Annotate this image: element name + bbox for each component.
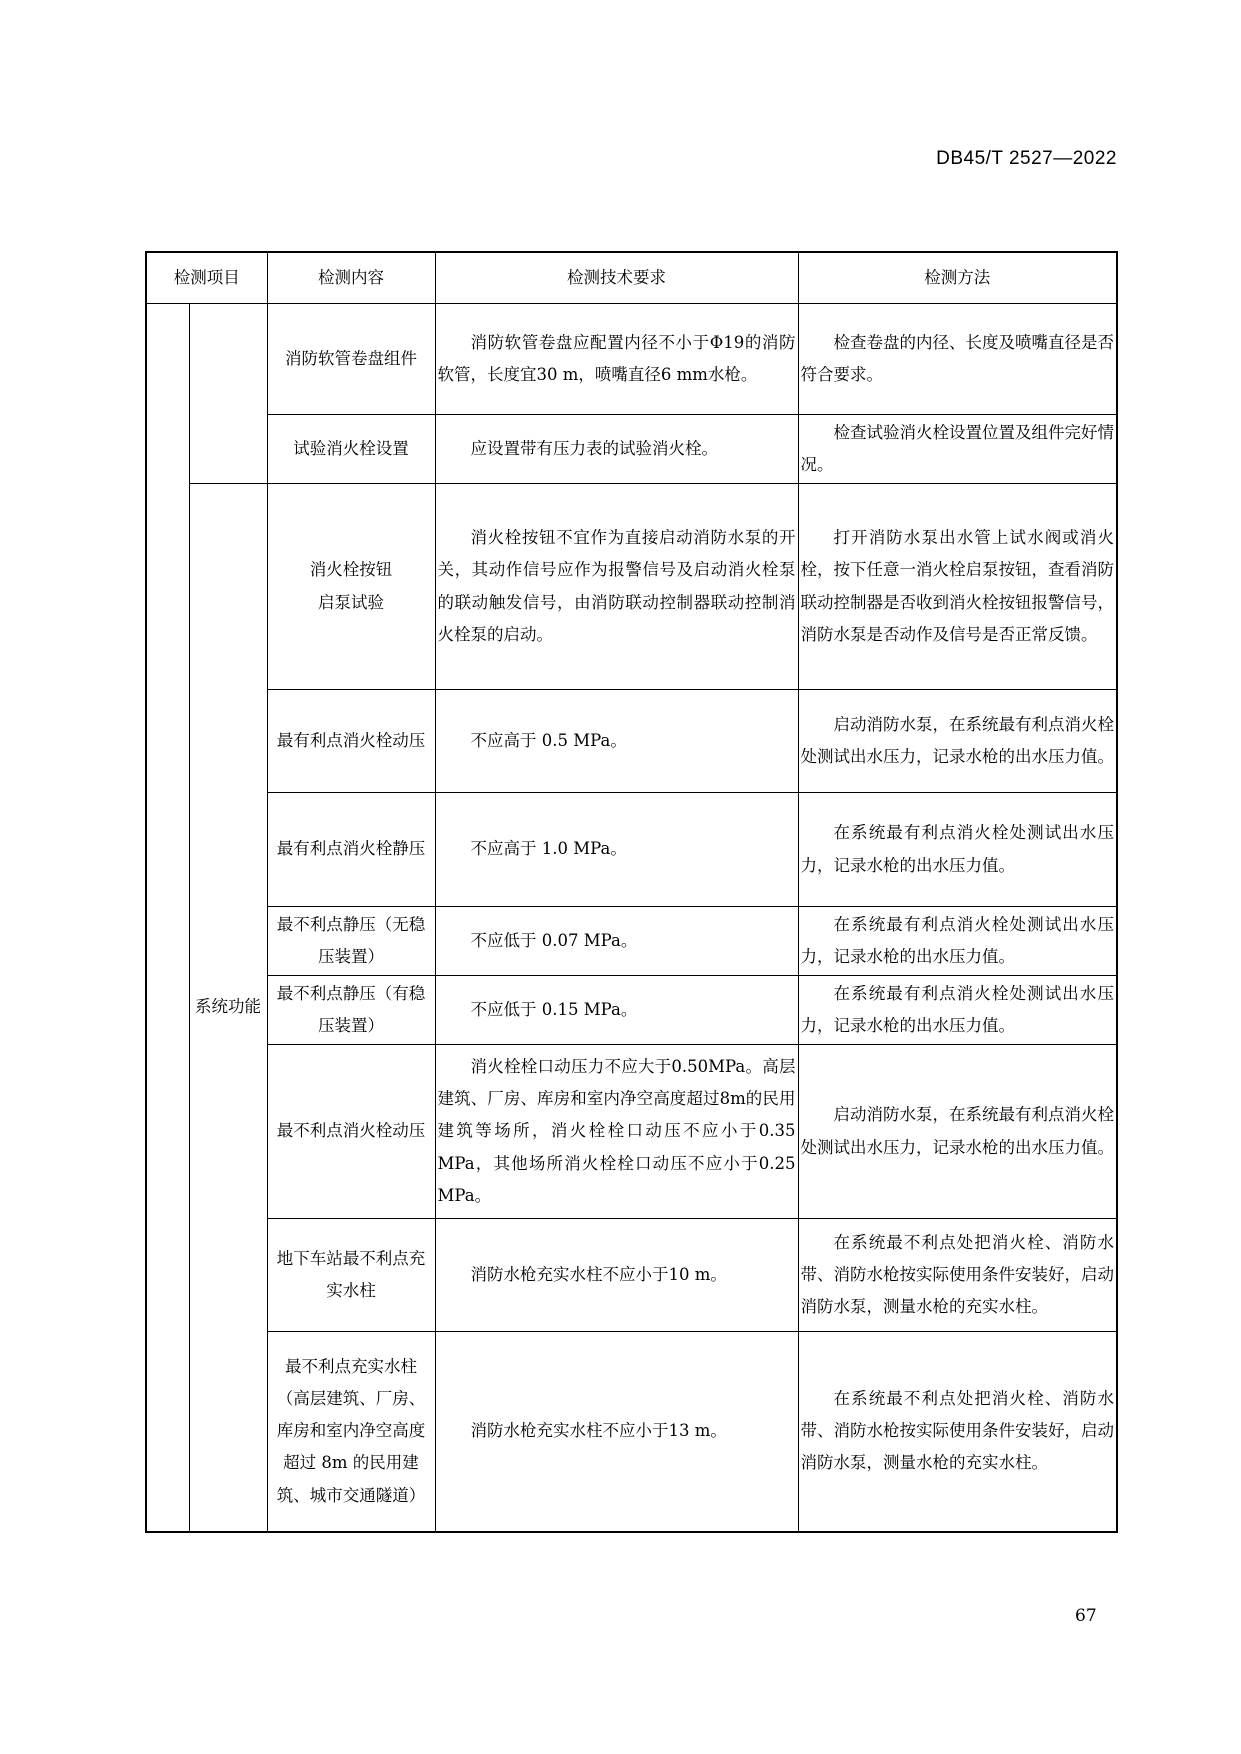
row-content	[267, 484, 435, 690]
row-method: 启动消防水泵，在系统最有利点消火栓处测试出水压力，记录水枪的出水压力值。	[798, 690, 1117, 793]
row-requirement: 消防水枪充实水柱不应小于10 m。	[435, 1219, 798, 1332]
table-row	[146, 976, 1117, 1045]
row-content: 最有利点消火栓动压	[267, 690, 435, 793]
row-content: 最不利点消火栓动压	[267, 1045, 435, 1219]
row-content-line1: 消火栓按钮	[309, 560, 393, 580]
inspection-table	[145, 251, 1118, 1533]
document-code: DB45/T 2527—2022	[936, 148, 1117, 169]
row-method: 启动消防水泵，在系统最有利点消火栓处测试出水压力，记录水枪的出水压力值。	[798, 1045, 1117, 1219]
row-requirement: 消防水枪充实水柱不应小于13 m。	[435, 1332, 798, 1532]
header-method: 检测方法	[798, 252, 1117, 304]
row-requirement: 不应高于 0.5 MPa。	[435, 690, 798, 793]
row-requirement: 不应低于 0.07 MPa。	[435, 907, 798, 976]
item-column-blank	[146, 304, 189, 1532]
table-row	[146, 907, 1117, 976]
table-row	[146, 690, 1117, 793]
header-item: 检测项目	[146, 252, 267, 304]
header-content: 检测内容	[267, 252, 435, 304]
row-requirement: 消防软管卷盘应配置内径不小于Φ19的消防软管，长度宜30 m，喷嘴直径6 mm水枪。	[435, 304, 798, 415]
row-method: 在系统最有利点消火栓处测试出水压力，记录水枪的出水压力值。	[798, 976, 1117, 1045]
table-row	[146, 793, 1117, 907]
row-method: 在系统最不利点处把消火栓、消防水带、消防水枪按实际使用条件安装好，启动消防水泵，测量水枪的充实水柱。	[798, 1332, 1117, 1532]
row-method: 在系统最不利点处把消火栓、消防水带、消防水枪按实际使用条件安装好，启动消防水泵，测量水枪的充实水柱。	[798, 1219, 1117, 1332]
row-content: 最不利点充实水柱（高层建筑、厂房、库房和室内净空高度超过 8m 的民用建筑、城市交通隧道）	[267, 1332, 435, 1532]
table-row	[146, 304, 1117, 415]
table-row	[146, 484, 1117, 690]
row-method: 打开消防水泵出水管上试水阀或消火栓，按下任意一消火栓启泵按钮，查看消防联动控制器是否收到消火栓按钮报警信号，消防水泵是否动作及信号是否正常反馈。	[798, 484, 1117, 690]
row-requirement: 消火栓栓口动压力不应大于0.50MPa。高层建筑、厂房、库房和室内净空高度超过8m的民用建筑等场所，消火栓栓口动压不应小于0.35 MPa，其他场所消火栓栓口动压不应小于0.25 MPa。	[435, 1045, 798, 1219]
header-requirement: 检测技术要求	[435, 252, 798, 304]
row-method: 在系统最有利点消火栓处测试出水压力，记录水枪的出水压力值。	[798, 907, 1117, 976]
table-header-row	[146, 252, 1117, 304]
table-row	[146, 1045, 1117, 1219]
row-requirement: 不应低于 0.15 MPa。	[435, 976, 798, 1045]
row-content: 最有利点消火栓静压	[267, 793, 435, 907]
row-content-line2: 启泵试验	[318, 592, 384, 612]
subitem-column-blank	[189, 304, 267, 484]
row-content: 试验消火栓设置	[267, 415, 435, 484]
system-function-label: 系统功能	[189, 484, 267, 1532]
row-content: 最不利点静压（无稳压装置）	[267, 907, 435, 976]
row-method: 检查试验消火栓设置位置及组件完好情况。	[798, 415, 1117, 484]
table-row	[146, 1332, 1117, 1532]
row-method: 在系统最有利点消火栓处测试出水压力，记录水枪的出水压力值。	[798, 793, 1117, 907]
row-content: 最不利点静压（有稳压装置）	[267, 976, 435, 1045]
row-content: 地下车站最不利点充实水柱	[267, 1219, 435, 1332]
table-row	[146, 1219, 1117, 1332]
row-requirement: 消火栓按钮不宜作为直接启动消防水泵的开关，其动作信号应作为报警信号及启动消火栓泵的联动触发信号，由消防联动控制器联动控制消火栓泵的启动。	[435, 484, 798, 690]
table-row	[146, 415, 1117, 484]
page-number: 67	[1075, 1606, 1097, 1626]
row-requirement: 应设置带有压力表的试验消火栓。	[435, 415, 798, 484]
row-method: 检查卷盘的内径、长度及喷嘴直径是否符合要求。	[798, 304, 1117, 415]
row-requirement: 不应高于 1.0 MPa。	[435, 793, 798, 907]
row-content: 消防软管卷盘组件	[267, 304, 435, 415]
